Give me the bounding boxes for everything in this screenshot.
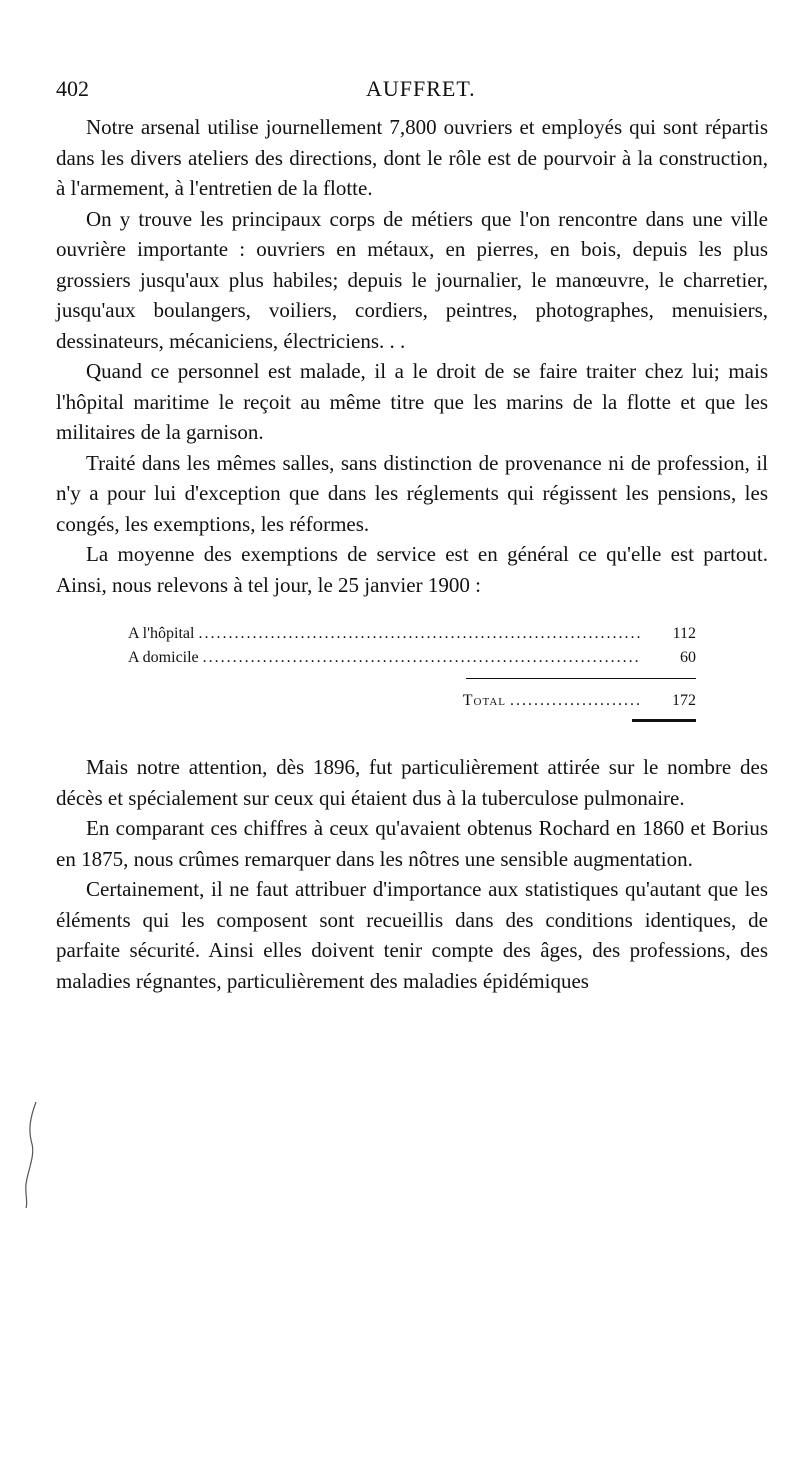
total-row: [128, 689, 696, 713]
divider: [632, 719, 696, 722]
table-row: [128, 646, 696, 670]
leader-dots: [203, 646, 640, 670]
leader-dots: [198, 622, 640, 646]
paragraph: En comparant ces chiffres à ceux qu'avaient obtenus Rochard en 1860 et Borius en 1875, nous crûmes remarquer dans les nôtres une sensible augmentation.: [56, 816, 768, 871]
pencil-margin-mark-icon: [22, 1100, 42, 1210]
row-value: 112: [672, 625, 696, 642]
paragraph: On y trouve les principaux corps de métiers que l'on rencontre dans une ville ouvrière importante : ouvriers en métaux, en pierres, en bois, depuis les plus grossiers jusqu'aux plus habiles; depuis le journalier, le manœuvre, le charretier, jusqu'aux boulangers, voiliers, cordiers, peintres, photographes, menuisiers, dessinateurs, mécaniciens, électriciens. . .: [56, 206, 768, 353]
body-text: [56, 112, 768, 996]
paragraph: La moyenne des exemptions de service est en général ce qu'elle est partout. Ainsi, nous relevons à tel jour, le 25 janvier 1900 :: [56, 542, 768, 597]
exemptions-table: [128, 622, 696, 722]
total-label: Total: [462, 692, 506, 709]
divider: [466, 678, 696, 679]
leader-dots: [510, 689, 640, 713]
page-number: 402: [56, 76, 89, 101]
table-row: [128, 622, 696, 646]
paragraph: Traité dans les mêmes salles, sans distinction de provenance ni de profession, il n'y a pour lui d'exception que dans les réglements qui régissent les pensions, les congés, les exemptions, les réformes.: [56, 450, 768, 536]
running-head: AUFFRET.: [366, 76, 476, 101]
paragraph: Quand ce personnel est malade, il a le droit de se faire traiter chez lui; mais l'hôpital maritime le reçoit au même titre que les marins de la flotte et que les militaires de la garnison.: [56, 359, 768, 444]
row-value: 60: [680, 649, 696, 666]
page-header: [56, 76, 756, 106]
paragraph: Mais notre attention, dès 1896, fut particulièrement attirée sur le nombre des décès et spécialement sur ceux qui étaient dus à la tuberculose pulmonaire.: [56, 755, 768, 810]
row-label: A l'hôpital: [128, 625, 195, 642]
row-label: A domicile: [128, 649, 199, 666]
total-value: 172: [672, 692, 696, 709]
paragraph: Certainement, il ne faut attribuer d'importance aux statistiques qu'autant que les éléments qui les composent sont recueillis dans des conditions identiques, de parfaite sécurité. Ainsi elles doivent tenir compte des âges, des professions, des maladies régnantes, particulièrement des maladies épidémiques: [56, 877, 768, 993]
paragraph: Notre arsenal utilise journellement 7,800 ouvriers et employés qui sont répartis dans les divers ateliers des directions, dont le rôle est de pourvoir à la construction, à l'armement, à l'entretien de la flotte.: [56, 115, 768, 200]
